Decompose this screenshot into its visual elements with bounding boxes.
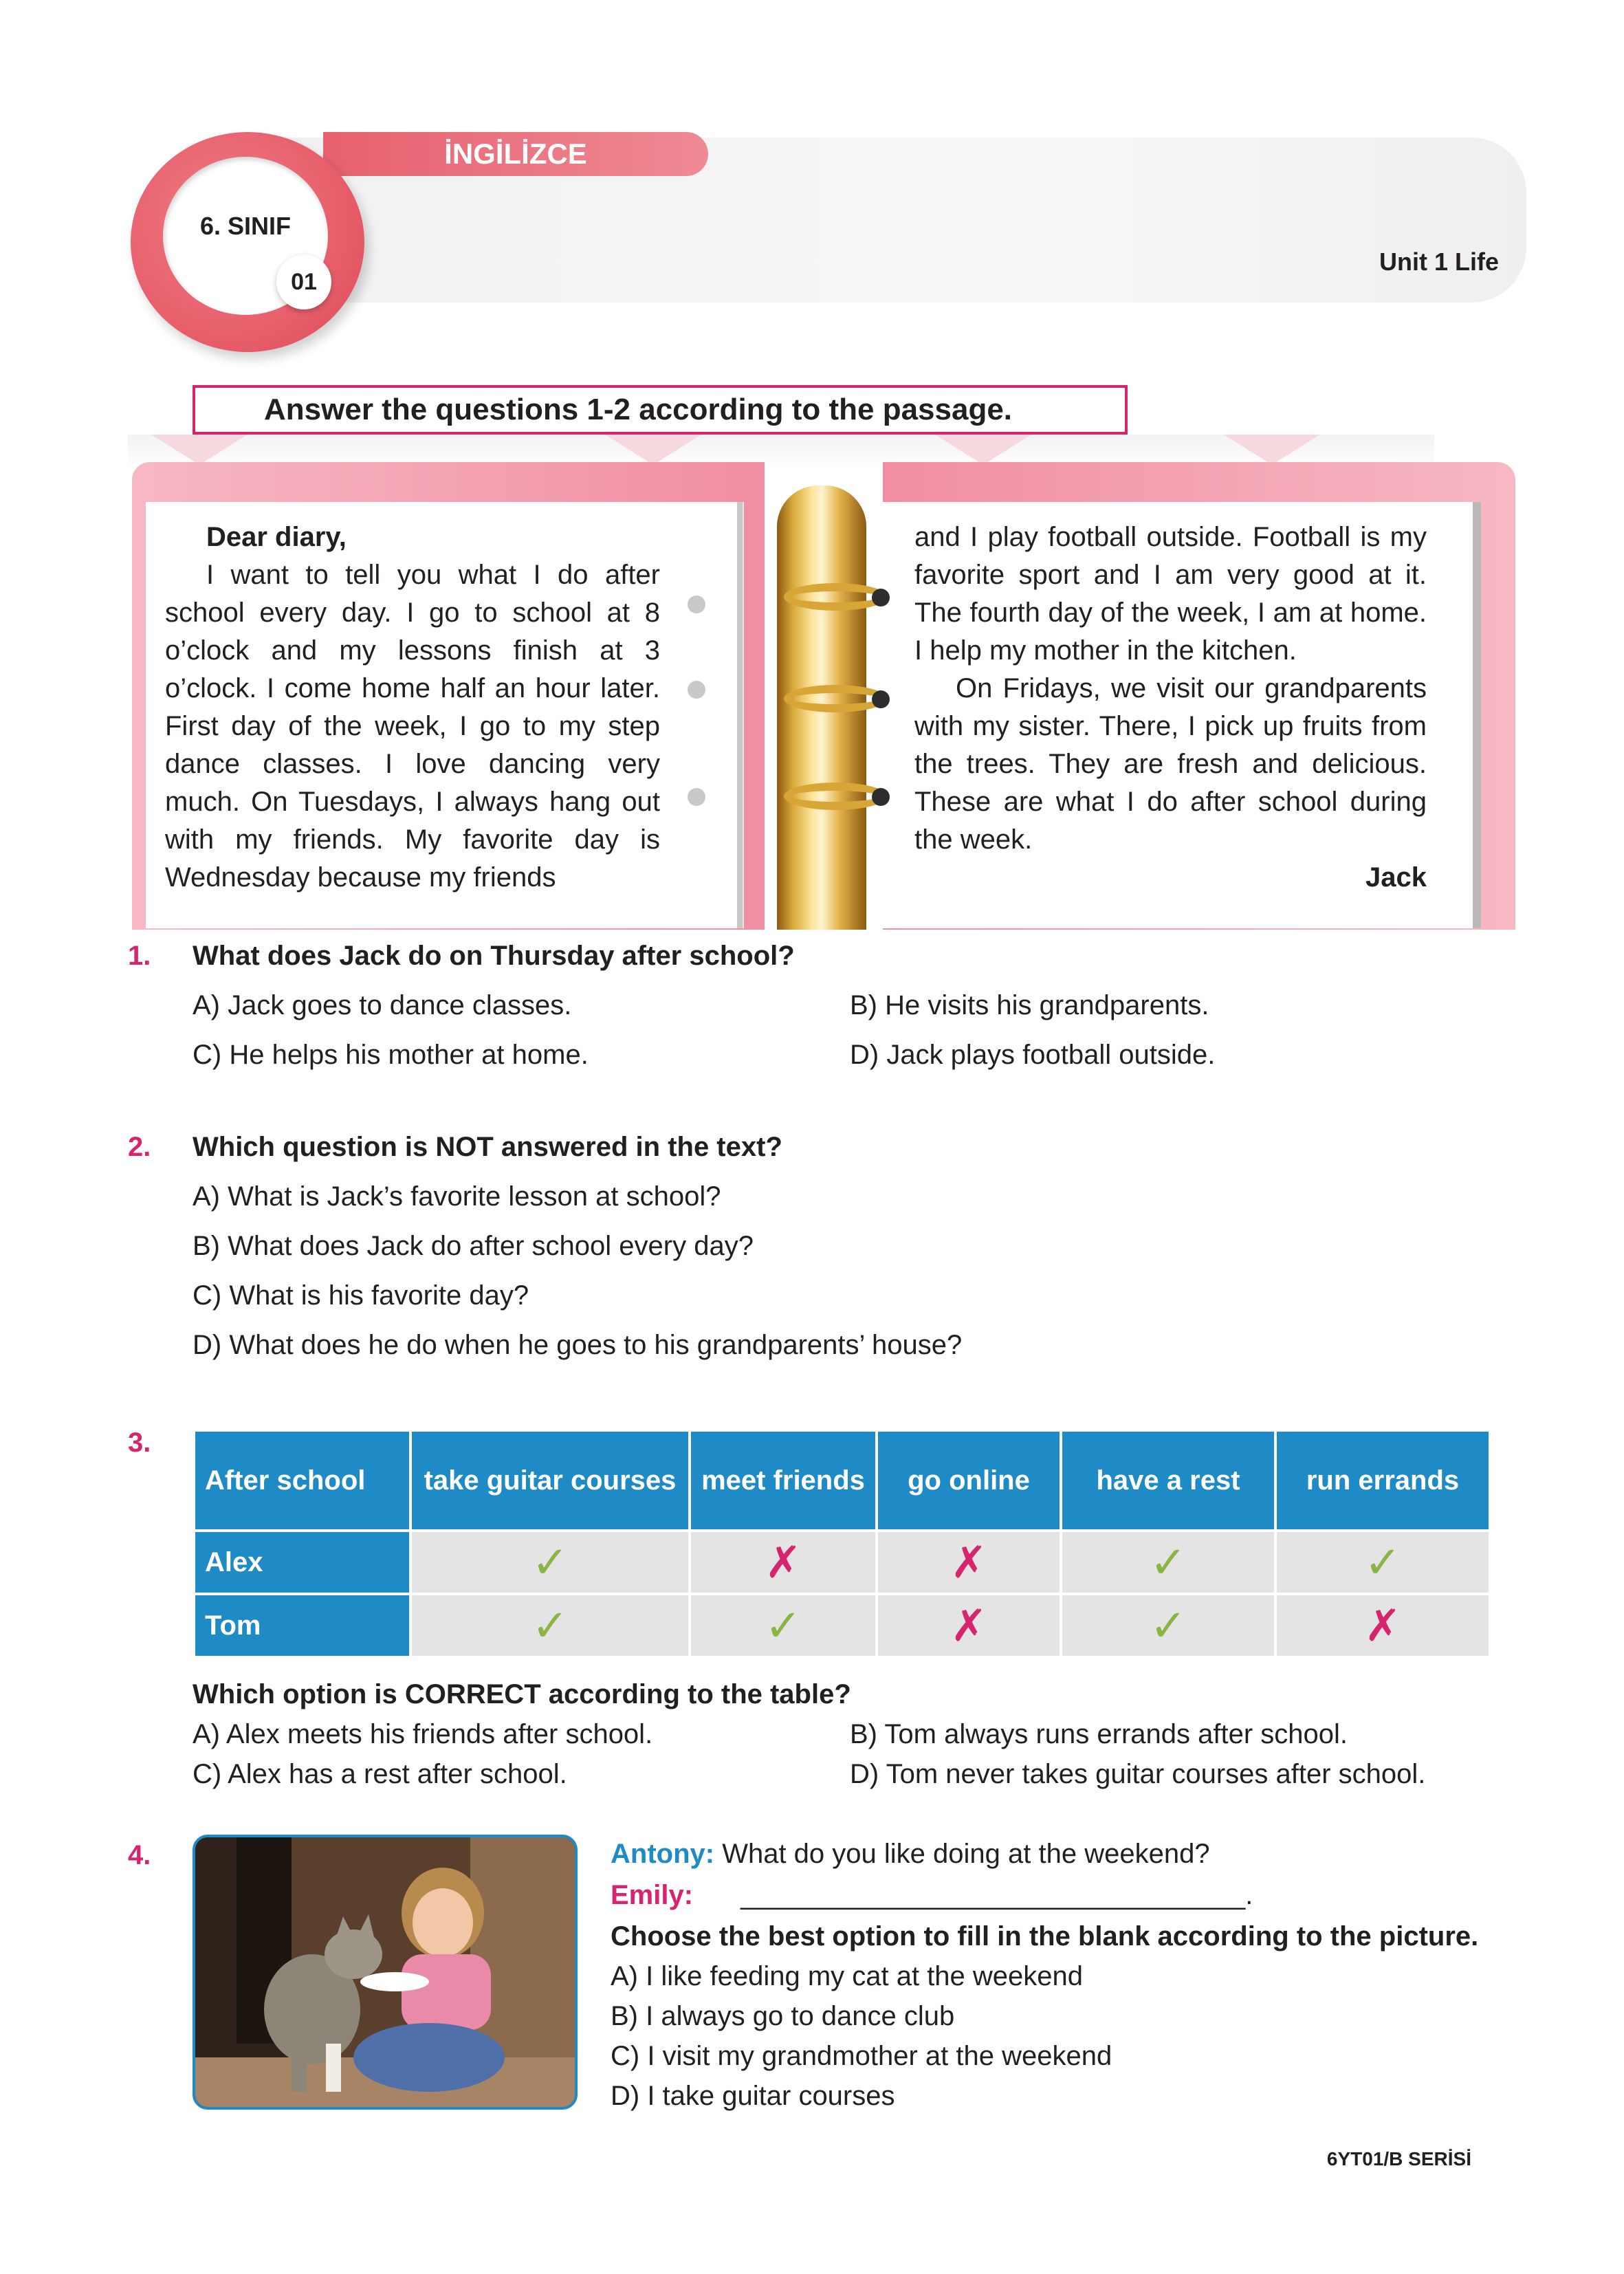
- table-header-cell: go online: [878, 1432, 1060, 1529]
- option-b[interactable]: B) Tom always runs errands after school.: [850, 1719, 1348, 1749]
- ring-hole-icon: [688, 788, 705, 806]
- cross-icon: ✗: [691, 1532, 875, 1593]
- ring-hole-icon: [872, 788, 890, 806]
- table-header-cell: run errands: [1277, 1432, 1489, 1529]
- table-header-row: [195, 1432, 1489, 1529]
- activities-table: [193, 1429, 1491, 1659]
- check-icon: ✓: [691, 1595, 875, 1656]
- grade-label: 6. SINIF: [199, 212, 292, 240]
- option-c[interactable]: C) He helps his mother at home.: [193, 1040, 589, 1070]
- option-a[interactable]: A) I like feeding my cat at the weekend: [611, 1961, 1084, 1991]
- option-c[interactable]: C) I visit my grandmother at the weekend: [611, 2041, 1112, 2071]
- speaker-emily: Emily:: [611, 1880, 694, 1910]
- cross-icon: ✗: [1277, 1595, 1489, 1656]
- unit-label: Unit 1 Life: [1379, 248, 1499, 276]
- dialogue-line-emily: [611, 1880, 1253, 1911]
- option-d[interactable]: D) I take guitar courses: [611, 2081, 895, 2111]
- question-number: 2.: [128, 1132, 151, 1162]
- check-icon: ✓: [412, 1595, 688, 1656]
- row-name: Tom: [195, 1595, 409, 1656]
- diary-greeting: Dear diary,: [206, 522, 347, 552]
- option-a[interactable]: A) Jack goes to dance classes.: [193, 990, 572, 1020]
- diary-signature: Jack: [1365, 862, 1427, 893]
- question-stem: What does Jack do on Thursday after school?: [193, 941, 795, 971]
- option-d[interactable]: D) Tom never takes guitar courses after school.: [850, 1759, 1426, 1789]
- decor-triangle: [605, 435, 701, 465]
- photo-illustration: [195, 1837, 575, 2107]
- check-icon: ✓: [1062, 1532, 1274, 1593]
- check-icon: ✓: [412, 1532, 688, 1593]
- check-icon: ✓: [1062, 1595, 1274, 1656]
- subject-title: İNGİLİZCE: [444, 138, 587, 170]
- ring-hole-icon: [688, 595, 705, 613]
- series-footer: 6YT01/B SERİSİ: [1326, 2148, 1471, 2169]
- answer-blank: _________________________________.: [740, 1880, 1253, 1910]
- girl-feeding-cat-photo: [193, 1835, 578, 2110]
- decor-triangle: [1224, 435, 1320, 465]
- question-stem: Which option is CORRECT according to the table?: [193, 1679, 851, 1709]
- test-number-badge: 01: [276, 254, 331, 309]
- option-a[interactable]: A) What is Jack’s favorite lesson at school?: [193, 1181, 721, 1212]
- question-stem: Choose the best option to fill in the blank according to the picture.: [611, 1921, 1479, 1952]
- decor-triangle: [151, 435, 248, 465]
- ring-hole-icon: [872, 690, 890, 708]
- question-stem: Which question is NOT answered in the text?: [193, 1132, 782, 1162]
- table-header-cell: take guitar courses: [412, 1432, 688, 1529]
- question-number: 1.: [128, 941, 151, 971]
- instruction-box: Answer the questions 1-2 according to the passage.: [193, 385, 1128, 435]
- table-row: [195, 1595, 1489, 1656]
- diary-paragraph: On Fridays, we visit our grandparents with my sister. There, I pick up fruits from the trees. They are fresh and delicious. These are what I do after school during the week.: [914, 673, 1427, 855]
- question-number: 3.: [128, 1428, 151, 1458]
- table-header-cell: have a rest: [1062, 1432, 1274, 1529]
- decor-triangle: [935, 435, 1031, 465]
- option-d[interactable]: D) Jack plays football outside.: [850, 1040, 1216, 1070]
- speaker-antony: Antony:: [611, 1839, 715, 1869]
- option-a[interactable]: A) Alex meets his friends after school.: [193, 1719, 653, 1749]
- option-c[interactable]: C) Alex has a rest after school.: [193, 1759, 567, 1789]
- diary-paragraph: I want to tell you what I do after school every day. I go to school at 8 o’clock and my lessons finish at 3 o’clock. I come home half an hour later. First day of the week, I go to my step dance classes. I love dancing very much. On Tuesdays, I always hang out with my friends. My favorite day is Wednesday because my friends: [165, 560, 660, 893]
- antony-line: What do you like doing at the weekend?: [722, 1839, 1210, 1869]
- diary-left-text: [165, 518, 660, 897]
- cross-icon: ✗: [878, 1532, 1060, 1593]
- check-icon: ✓: [1277, 1532, 1489, 1593]
- option-c[interactable]: C) What is his favorite day?: [193, 1280, 529, 1311]
- ring-hole-icon: [872, 589, 890, 606]
- table-row: [195, 1532, 1489, 1593]
- cross-icon: ✗: [878, 1595, 1060, 1656]
- table-header-cell: After school: [195, 1432, 409, 1529]
- option-b[interactable]: B) He visits his grandparents.: [850, 990, 1209, 1020]
- row-name: Alex: [195, 1532, 409, 1593]
- ring-hole-icon: [688, 681, 705, 699]
- table-header-cell: meet friends: [691, 1432, 875, 1529]
- diary-paragraph: and I play football outside. Football is my favorite sport and I am very good at it. The fourth day of the week, I am at home. I help my mother in the kitchen.: [914, 522, 1427, 666]
- option-d[interactable]: D) What does he do when he goes to his grandparents’ house?: [193, 1330, 963, 1360]
- question-number: 4.: [128, 1840, 151, 1870]
- dialogue-line-antony: [611, 1839, 1210, 1870]
- option-b[interactable]: B) I always go to dance club: [611, 2001, 955, 2031]
- diary-right-text: [914, 518, 1427, 897]
- option-b[interactable]: B) What does Jack do after school every day?: [193, 1231, 754, 1261]
